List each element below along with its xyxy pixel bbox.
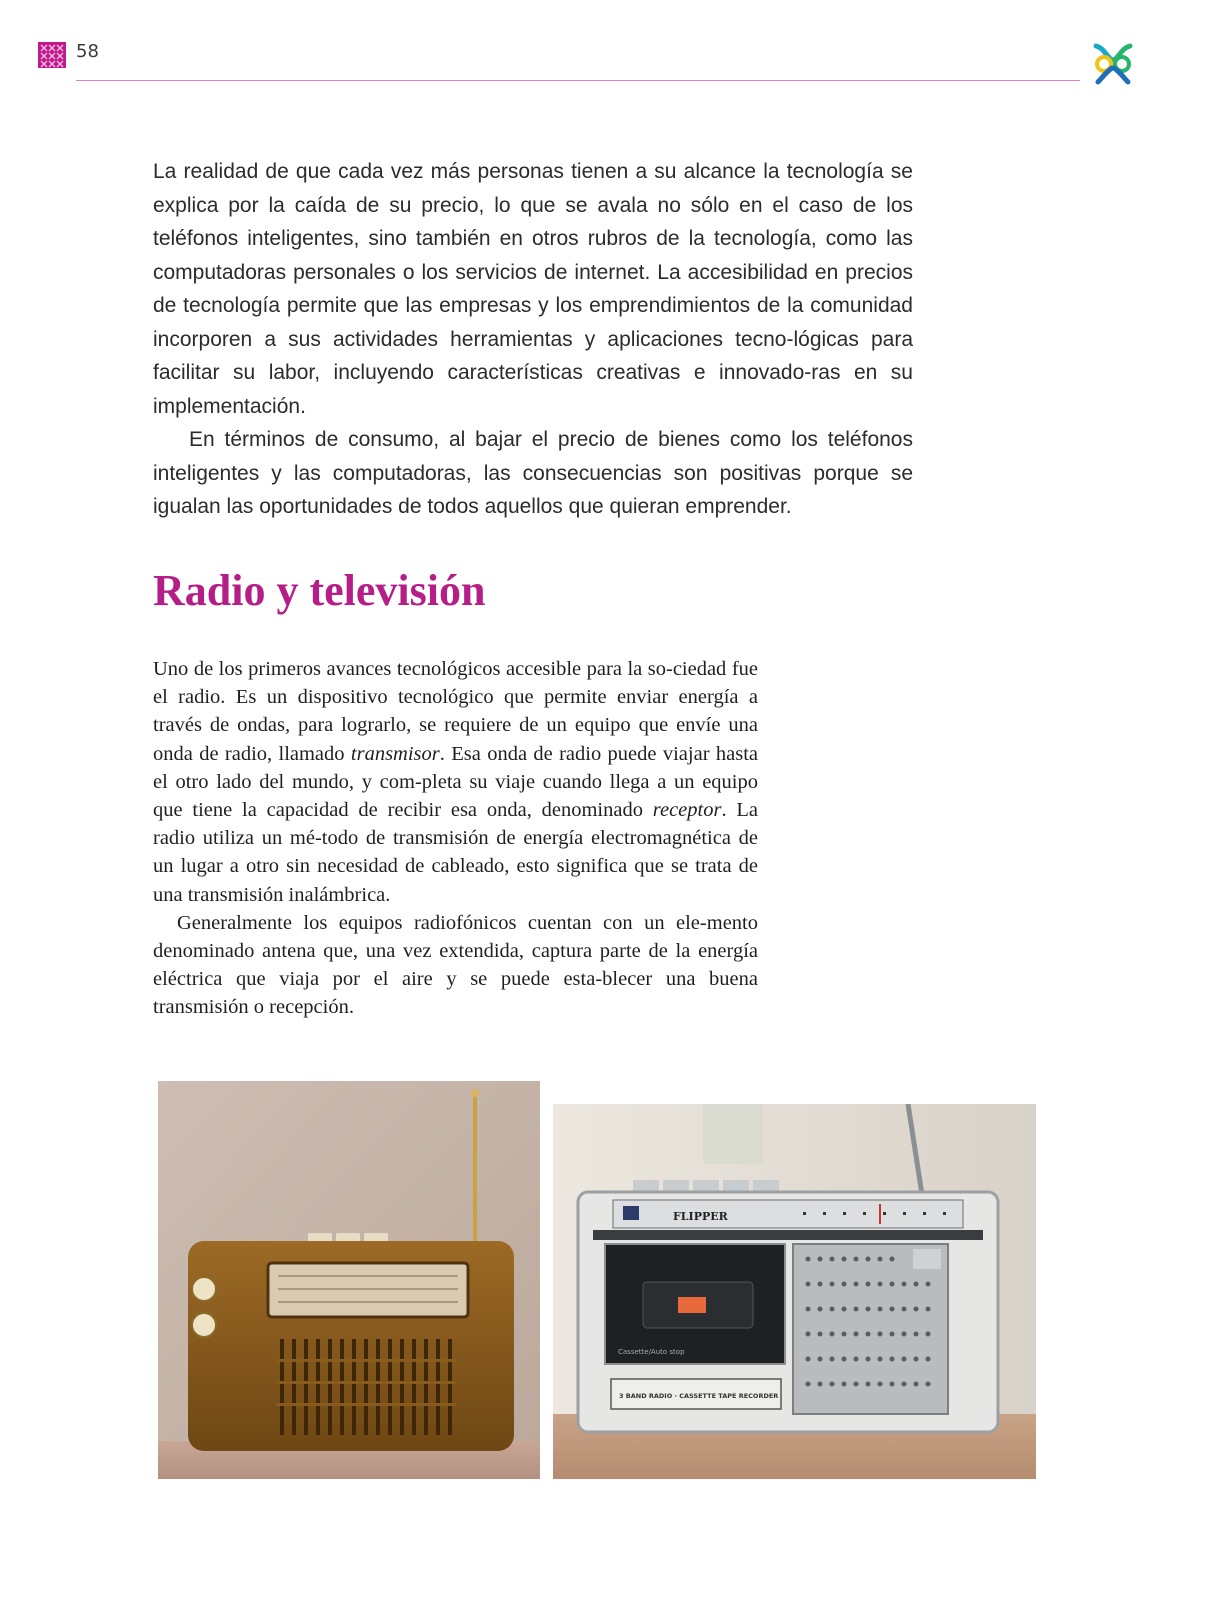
intro-paragraph-1: La realidad de que cada vez más personas tienen a su alcance la tecnología se explica por la caída de su precio, lo que se avala no sólo en el caso de los teléfonos inteligentes, sino también en otros rubros de la tecnología, como las computadoras personales o los servicios de internet. La accesibilidad en precios de tecnología permite que las empresas y los emprendimientos de la comunidad incorporen a sus actividades herramientas y aplicaciones tecno-lógicas para facilitar su labor, incluyendo características creativas e innovado-ras en su implementación.	[153, 160, 914, 418]
cassette-radio-photo	[553, 1104, 1036, 1479]
term-transmisor: transmisor	[350, 742, 440, 765]
intro-paragraph-2: En términos de consumo, al bajar el precio de bienes como los teléfonos inteligentes y las computadoras, las consecuencias son positivas porque se igualan las oportunidades de todos aquellos que quieran emprender.	[153, 428, 913, 518]
brand-label: FLIPPER	[673, 1210, 728, 1223]
body-paragraph-2: Generalmente los equipos radiofónicos cuentan con un ele-mento denominado antena que, una vez extendida, captura parte de la energía eléctrica que viaja por el aire y se puede esta-blecer una buena transmisión o recepción.	[153, 911, 759, 1019]
colored-logo-icon	[1090, 40, 1136, 86]
header-rule	[76, 80, 1080, 81]
leather-radio-photo	[158, 1081, 540, 1479]
body-paragraph-1: Uno de los primeros avances tecnológicos accesible para la so-ciedad fue el radio. Es un dispositivo tecnológico que permite enviar energía a través de ondas, para lograrlo, se requiere de un equipo que envíe una onda de radio, llamado transmisor. Esa onda de radio puede viajar hasta el otro lado del mundo, y com-pleta su viaje cuando llega a un equipo que tiene la capacidad de recibir esa onda, denominado receptor. La radio utiliza un mé-todo de transmisión de energía electromagnética de un lugar a otro sin necesidad de cableado, esto significa que se trata de una transmisión inalámbrica.	[153, 658, 759, 906]
term-receptor: receptor	[652, 799, 722, 822]
section-body	[153, 655, 758, 1022]
pink-ornament-icon	[38, 42, 66, 68]
panel-label: 3 BAND RADIO · CASSETTE TAPE RECORDER	[619, 1392, 779, 1400]
section-title: Radio y televisión	[153, 566, 486, 615]
deck-label: Cassette/Auto stop	[618, 1348, 685, 1356]
intro-text	[153, 155, 913, 524]
page-number: 58	[76, 41, 99, 62]
